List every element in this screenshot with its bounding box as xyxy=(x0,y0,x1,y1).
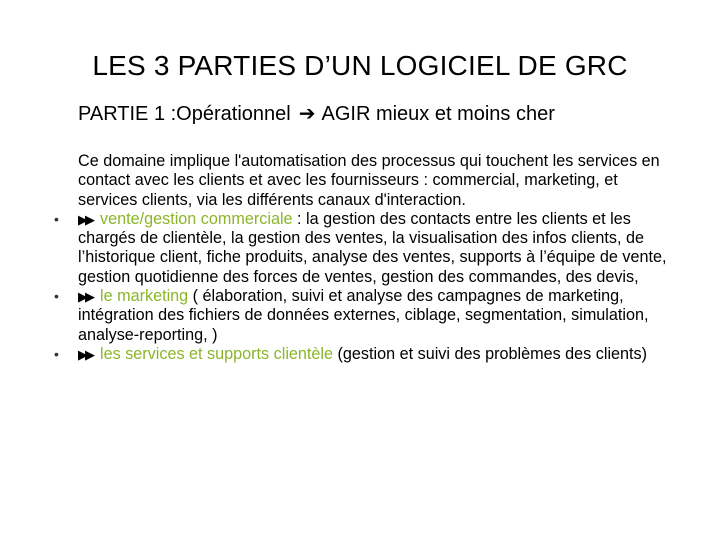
subtitle-goal: AGIR mieux et moins cher xyxy=(321,103,555,125)
arrow-right-icon: ➔ xyxy=(298,103,316,125)
item-highlight: vente/gestion commerciale xyxy=(100,209,293,228)
bullet-list xyxy=(54,209,678,364)
subtitle-part: PARTIE 1 :Opérationnel xyxy=(78,103,291,125)
slide-body xyxy=(54,152,678,364)
double-triangle-icon: ▶▶ xyxy=(78,346,92,362)
list-item xyxy=(54,209,678,287)
bullet-dot-icon: • xyxy=(54,288,59,305)
item-highlight: les services et supports clientèle xyxy=(100,344,334,363)
item-text: : la gestion des contacts entre les clients et les chargés de clientèle, la gestion des ventes, la visualisation des infos clients, de l’historique client, fiche produits, analyse des ventes, supports à l’équipe de vente, gestion quotidienne des forces de ventes, gestion des commandes, des devis, xyxy=(78,209,667,286)
double-triangle-icon: ▶▶ xyxy=(78,289,92,305)
slide-subtitle xyxy=(78,100,555,128)
double-triangle-icon: ▶▶ xyxy=(78,211,92,227)
intro-paragraph: Ce domaine implique l'automatisation des processus qui touchent les services en contact avec les clients et avec les fournisseurs : commercial, marketing, et services clients, via les différents canaux d'interaction. xyxy=(78,152,660,209)
slide-title: LES 3 PARTIES D’UN LOGICIEL DE GRC xyxy=(92,50,628,81)
list-item xyxy=(54,287,678,345)
item-text: (gestion et suivi des problèmes des clients) xyxy=(333,344,648,363)
list-item xyxy=(54,344,678,364)
item-text: ( élaboration, suivi et analyse des campagnes de marketing, intégration des fichiers de données externes, ciblage, segmentation, simulation, analyse-reporting, ) xyxy=(78,287,649,344)
bullet-dot-icon: • xyxy=(54,345,59,362)
bullet-dot-icon: • xyxy=(54,210,59,227)
item-highlight: le marketing xyxy=(100,287,189,306)
